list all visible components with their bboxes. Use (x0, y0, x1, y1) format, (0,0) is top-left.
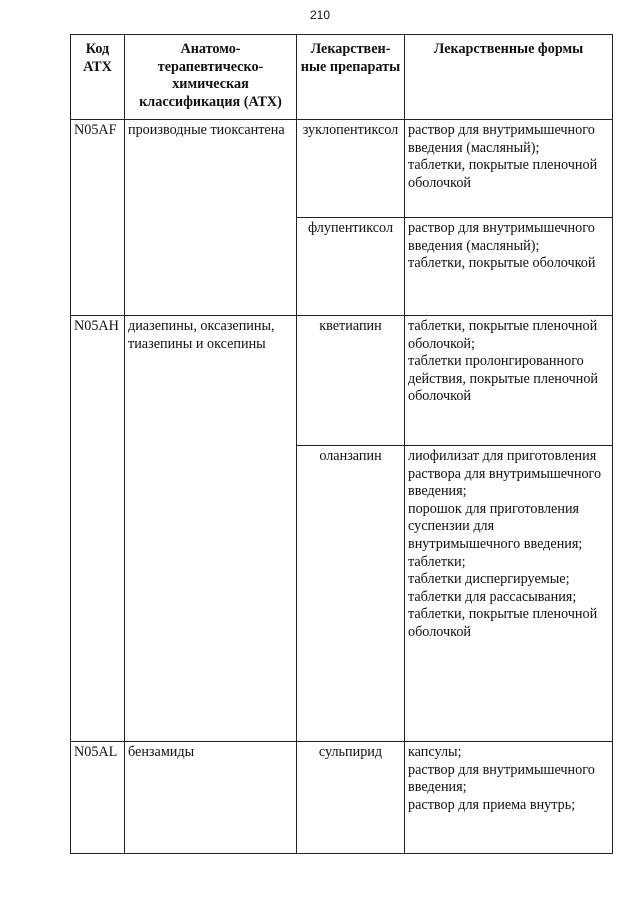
header-drugs: Лекарствен-ные препараты (297, 35, 405, 120)
drug-name-cell: сульпирид (297, 742, 405, 854)
dosage-form: раствор для приема внутрь; (408, 796, 576, 813)
header-row (71, 35, 613, 120)
classification-cell: производные тиоксантена (125, 120, 297, 316)
atx-drug-table (70, 34, 613, 854)
drug-name-cell: кветиапин (297, 316, 405, 446)
dosage-form: таблетки для рассасывания; (408, 588, 577, 605)
table-row (71, 316, 613, 446)
dosage-form: раствор для внутримышечного введения (масляный); (408, 220, 595, 254)
dosage-form: раствор для внутримышечного введения (масляный); (408, 122, 595, 156)
dosage-form: таблетки пролонгированного действия, покрытые пленочной оболочкой (408, 353, 598, 405)
drug-name-cell: флупентиксол (297, 218, 405, 316)
header-forms: Лекарственные формы (405, 35, 613, 120)
dosage-form: таблетки диспергируемые; (408, 571, 570, 588)
dosage-form: таблетки; (408, 553, 466, 570)
dosage-form: лиофилизат для приготовления раствора для внутримышечного введения; (408, 448, 602, 500)
table-body (71, 120, 613, 854)
dosage-forms-cell (405, 446, 613, 742)
classification-cell: бензамиды (125, 742, 297, 854)
header-classification: Анатомо-терапевтическо-химическая классификация (АТХ) (125, 35, 297, 120)
dosage-forms-cell (405, 218, 613, 316)
atx-code-cell: N05AF (71, 120, 125, 316)
dosage-form: раствор для внутримышечного введения; (408, 761, 595, 796)
atx-code-cell: N05AL (71, 742, 125, 854)
dosage-form: капсулы; (408, 744, 462, 760)
dosage-form: таблетки, покрытые оболочкой (408, 255, 596, 272)
dosage-forms-cell (405, 120, 613, 218)
classification-cell: диазепины, оксазепины, тиазепины и оксепины (125, 316, 297, 742)
dosage-forms-cell (405, 742, 613, 854)
table-row (71, 120, 613, 218)
table-row (71, 742, 613, 854)
dosage-forms-cell (405, 316, 613, 446)
dosage-form: таблетки, покрытые пленочной оболочкой (408, 157, 598, 191)
table-header (71, 35, 613, 120)
page-number: 210 (309, 8, 331, 22)
dosage-form: таблетки, покрытые пленочной оболочкой (408, 606, 598, 640)
header-code: Код АТХ (71, 35, 125, 120)
atx-code-cell: N05AH (71, 316, 125, 742)
drug-name-cell: оланзапин (297, 446, 405, 742)
drug-name-cell: зуклопентиксол (297, 120, 405, 218)
dosage-form: порошок для приготовления суспензии для внутримышечного введения; (408, 500, 583, 552)
dosage-form: таблетки, покрытые пленочной оболочкой; (408, 318, 598, 352)
